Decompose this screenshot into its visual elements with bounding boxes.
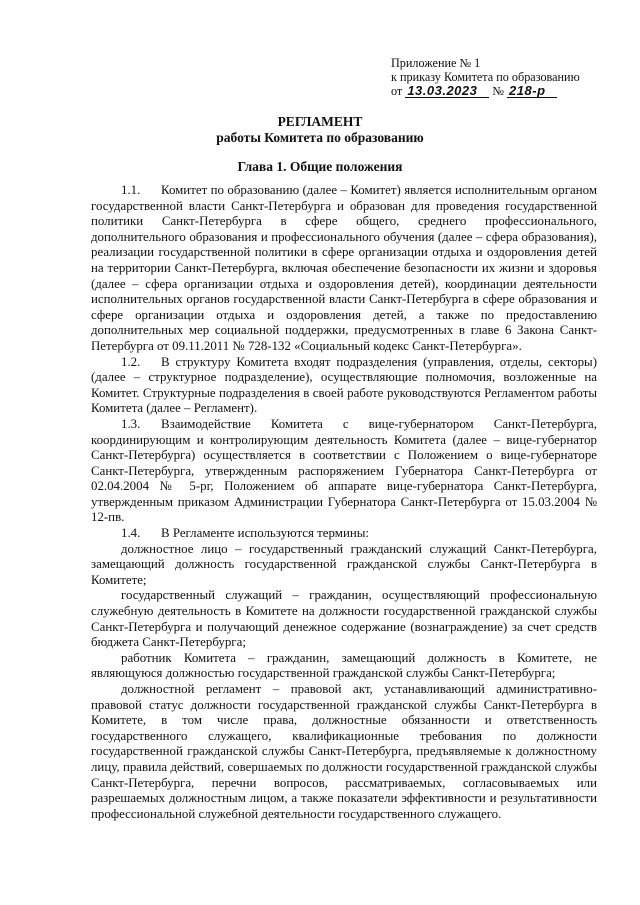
term-employee: работник Комитета – гражданин, замещающий должность в Комитете, не являющуюся должностью государственной гражданской службы Санкт-Петербурга; — [91, 650, 597, 681]
date-prefix: от — [391, 84, 403, 98]
document-body — [91, 183, 597, 822]
term-job-regulation: должностной регламент – правовой акт, устанавливающий административно-правовой статус должности государственной гражданской службы Санкт-Петербурга в Комитете, в том числе права, должностные обязанности и ответственность государственного служащего, квалификационные требования по должности государственной гражданской службы Санкт-Петербурга, предъявляемые к должностному лицу, правила действий, совершаемых по должности государственной гражданской службы Санкт-Петербурга, перечни вопросов, рассматриваемых, согласовываемых или разрешаемых должностным лицом, а также показатели эффективности и результативности профессиональной служебной деятельности государственного служащего. — [91, 682, 597, 821]
paragraph-number: 1.2. — [121, 354, 141, 369]
appendix-order-ref: к приказу Комитета по образованию — [391, 70, 580, 84]
handwritten-date: 13.03.2023 — [405, 84, 489, 98]
term-civil-servant: государственный служащий – гражданин, осуществляющий профессиональную служебную деятельность в Комитете на должности государственной гражданской службы Санкт-Петербурга и получающий денежное содержание (вознаграждение) за счет средств бюджета Санкт-Петербурга; — [91, 588, 597, 650]
document-title: РЕГЛАМЕНТ — [277, 114, 363, 129]
chapter-heading: Глава 1. Общие положения — [237, 159, 403, 174]
paragraph-1-4 — [91, 526, 597, 542]
paragraph-text: В структуру Комитета входят подразделения (управления, отделы, секторы) (далее – структурное подразделение), осуществляющие полномочия, возложенные на Комитет. Структурные подразделения в своей работе руководствуются Регламентом работы Комитета (далее – Регламент). — [91, 354, 597, 416]
paragraph-1-1 — [91, 183, 597, 355]
number-prefix: № — [492, 84, 504, 98]
paragraph-text: Комитет по образованию (далее – Комитет) является исполнительным органом государственной власти Санкт-Петербурга и образован для проведения государственной политики Санкт-Петербурга в сфере общего, среднего профессионального, дополнительного образования и профессионального обучения (далее – сфера образования), реализации государственной политики в сфере организации отдыха и оздоровления детей на территории Санкт-Петербурга, включая обеспечение безопасности их жизни и здоровья (далее – сфера организации отдыха и оздоровления детей), координации деятельности исполнительных органов государственной власти Санкт-Петербурга в сфере образования и сфере организации отдыха и оздоровления детей, а также по предоставлению дополнительных мер социальной поддержки, предусмотренных в главе 6 Закона Санкт-Петербурга от 09.11.2011 № 728-132 «Социальный кодекс Санкт-Петербурга». — [91, 183, 597, 353]
appendix-title: Приложение № 1 — [391, 56, 481, 70]
paragraph-number: 1.1. — [121, 183, 141, 197]
paragraph-number: 1.4. — [121, 526, 141, 541]
term-official: должностное лицо – государственный гражданский служащий Санкт-Петербурга, замещающий должность государственной гражданской службы Санкт-Петербурга в Комитете; — [91, 541, 597, 587]
appendix-header — [391, 56, 631, 98]
appendix-date-number — [391, 84, 631, 98]
handwritten-number: 218-р — [507, 84, 557, 98]
paragraph-1-3 — [91, 417, 597, 526]
paragraph-text: В Регламенте используются термины: — [161, 526, 369, 541]
paragraph-1-2 — [91, 355, 597, 417]
document-subtitle: работы Комитета по образованию — [216, 130, 424, 145]
paragraph-text: Взаимодействие Комитета с вице-губернатором Санкт-Петербурга, координирующим и контролирующим деятельность Комитета (далее – вице-губернатор Санкт-Петербурга) осуществляется в соответствии с Положением о вице-губернаторе Санкт-Петербурга, утвержденным распоряжением Губернатора Санкт-Петербурга от 02.04.2004 № 5-рг, Положением об аппарате вице-губернатора Санкт-Петербурга, утвержденным приказом Администрации Губернатора Санкт-Петербурга от 15.03.2004 № 12-пв. — [91, 416, 597, 525]
paragraph-number: 1.3. — [121, 416, 141, 431]
